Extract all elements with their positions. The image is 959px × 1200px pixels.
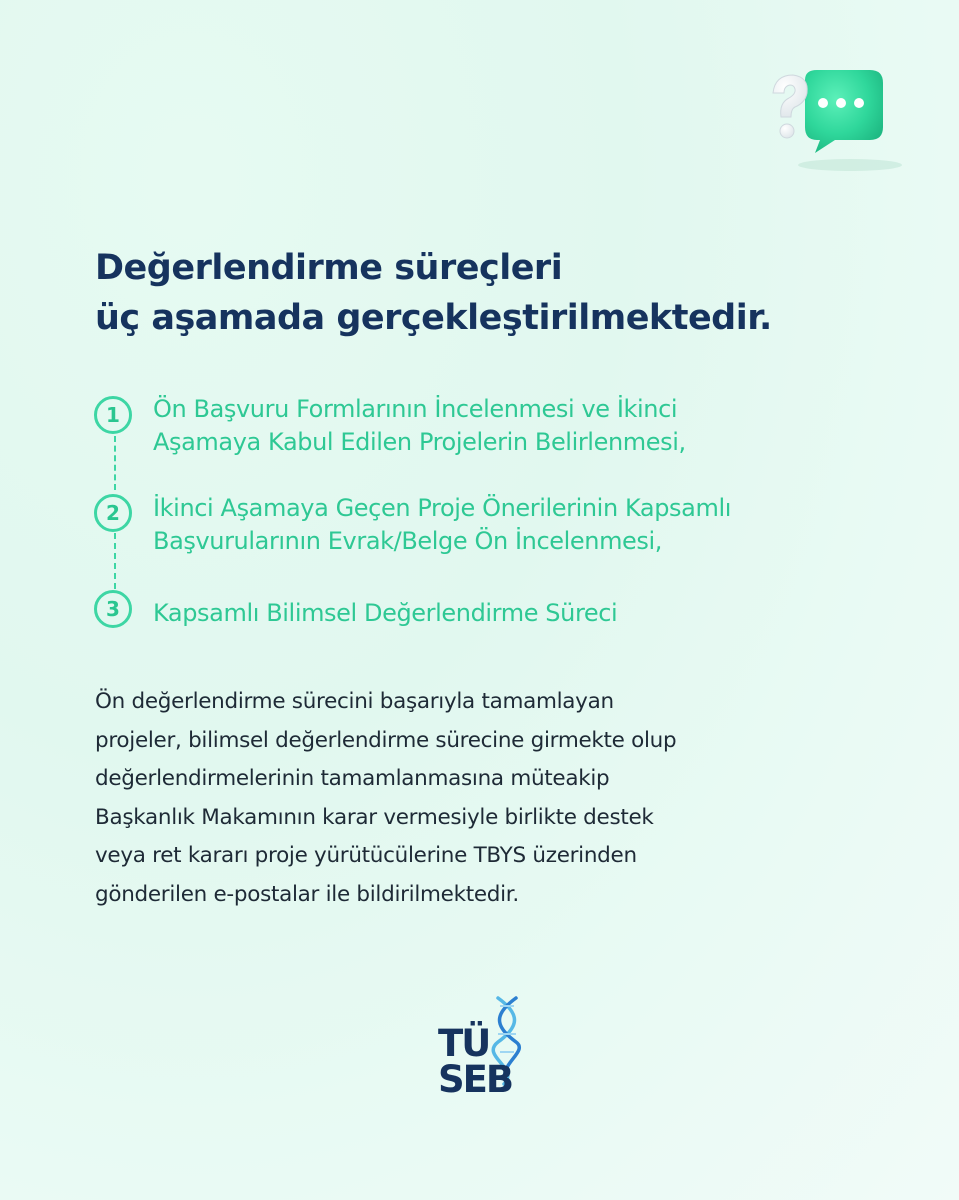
- step-text: [153, 393, 913, 459]
- step-text-line: Başvurularının Evrak/Belge Ön İncelenmesi,: [153, 527, 663, 555]
- question-chat-bubble-icon: [765, 65, 915, 175]
- step-text: [153, 492, 913, 558]
- step-text-line: İkinci Aşamaya Geçen Proje Önerilerinin Kapsamlı: [153, 494, 731, 522]
- page-title: [95, 243, 875, 343]
- title-line-1: Değerlendirme süreçleri: [95, 248, 563, 288]
- logo-wordmark: [438, 1022, 513, 1101]
- step-text-line: Kapsamlı Bilimsel Değerlendirme Süreci: [153, 599, 618, 627]
- tuseb-logo: [438, 996, 524, 1112]
- step-connector: [114, 436, 116, 490]
- paragraph-line: Başkanlık Makamının karar vermesiyle birlikte destek: [95, 804, 654, 830]
- paragraph-line: veya ret kararı proje yürütücülerine TBYS üzerinden: [95, 843, 637, 868]
- paragraph-line: projeler, bilimsel değerlendirme sürecine girmekte olup: [95, 727, 677, 753]
- paragraph-line: Ön değerlendirme sürecini başarıyla tamamlayan: [95, 689, 614, 714]
- steps-list: [94, 393, 914, 643]
- step-text: [153, 597, 913, 630]
- logo-line-1: TÜ: [438, 1022, 490, 1065]
- description-paragraph: [95, 683, 885, 914]
- step-number-badge: 2: [94, 494, 132, 532]
- step-number-badge: 3: [94, 590, 132, 628]
- step-text-line: Aşamaya Kabul Edilen Projelerin Belirlenmesi,: [153, 428, 686, 456]
- step-number-badge: 1: [94, 396, 132, 434]
- paragraph-line: değerlendirmelerinin tamamlanmasına müteakip: [95, 766, 610, 791]
- logo-line-2: SEB: [438, 1058, 513, 1101]
- step-text-line: Ön Başvuru Formlarının İncelenmesi ve İkinci: [153, 395, 678, 423]
- step-connector: [114, 533, 116, 589]
- title-line-2: üç aşamada gerçekleştirilmektedir.: [95, 298, 772, 338]
- paragraph-line: gönderilen e-postalar ile bildirilmektedir.: [95, 881, 519, 907]
